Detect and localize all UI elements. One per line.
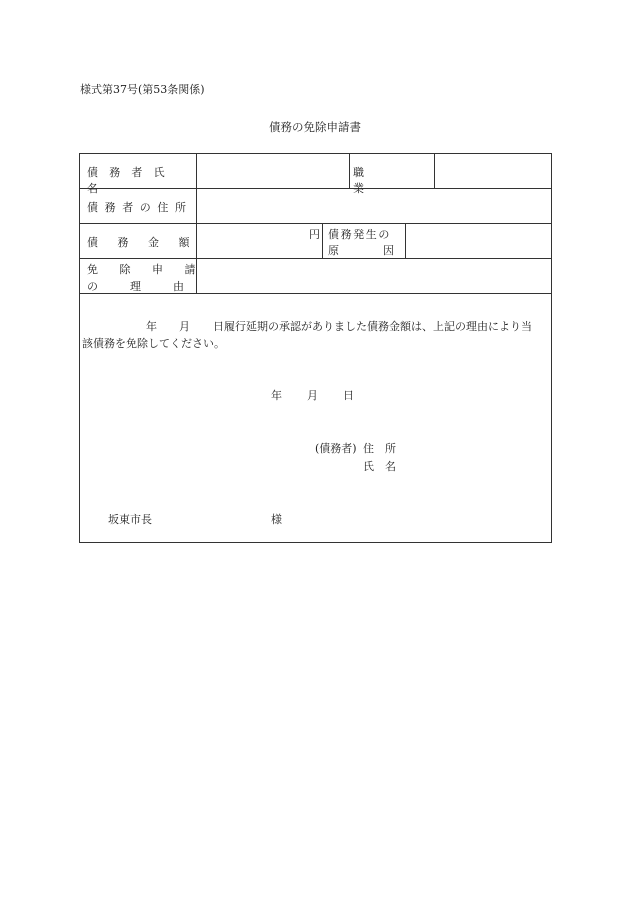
body-sentence-line1: 日履行延期の承認がありました債務金額は、上記の理由により当	[213, 320, 532, 333]
yen-unit: 円	[309, 228, 320, 241]
date-month: 月	[307, 389, 318, 402]
date-day: 日	[343, 389, 354, 402]
date-year: 年	[271, 389, 282, 402]
application-form	[79, 153, 552, 543]
row-divider	[80, 258, 551, 259]
exemption-reason-field[interactable]	[200, 266, 545, 286]
cause-divider	[322, 223, 323, 258]
cause-label-line1: 債務発生の	[328, 228, 391, 241]
debt-cause-field[interactable]	[409, 230, 547, 250]
cause-label-line2: 原因	[328, 244, 438, 257]
applicant-address-label: 住 所	[363, 442, 396, 455]
debtor-address-field[interactable]	[200, 196, 545, 216]
applicant-name-label: 氏 名	[363, 460, 396, 473]
debtor-name-field[interactable]	[200, 163, 345, 183]
body-month-mark: 月	[179, 320, 190, 333]
debt-amount-field[interactable]	[200, 230, 305, 250]
debtor-prefix: (債務者)	[315, 442, 357, 455]
occupation-label: 職業	[353, 166, 416, 195]
reason-label-line2: の理由	[87, 280, 216, 293]
occupation-field[interactable]	[438, 163, 548, 183]
occupation-divider	[349, 154, 350, 188]
occupation-divider	[434, 154, 435, 188]
body-year-mark: 年	[146, 320, 157, 333]
form-number: 様式第37号(第53条関係)	[80, 83, 205, 96]
row-divider	[80, 223, 551, 224]
reason-label-line1: 免除申請	[87, 263, 217, 276]
document-title: 債務の免除申請書	[269, 120, 361, 134]
debt-amount-label: 債務金額	[87, 236, 209, 249]
addressee: 坂東市長	[108, 513, 152, 526]
debtor-name-label	[87, 164, 191, 196]
debtor-address-label: 債務者の住所	[87, 201, 193, 214]
honorific: 様	[271, 513, 282, 526]
debtor-name-label-text: 債務者氏名	[87, 166, 176, 195]
body-sentence-line2: 該債務を免除してください。	[82, 337, 225, 350]
